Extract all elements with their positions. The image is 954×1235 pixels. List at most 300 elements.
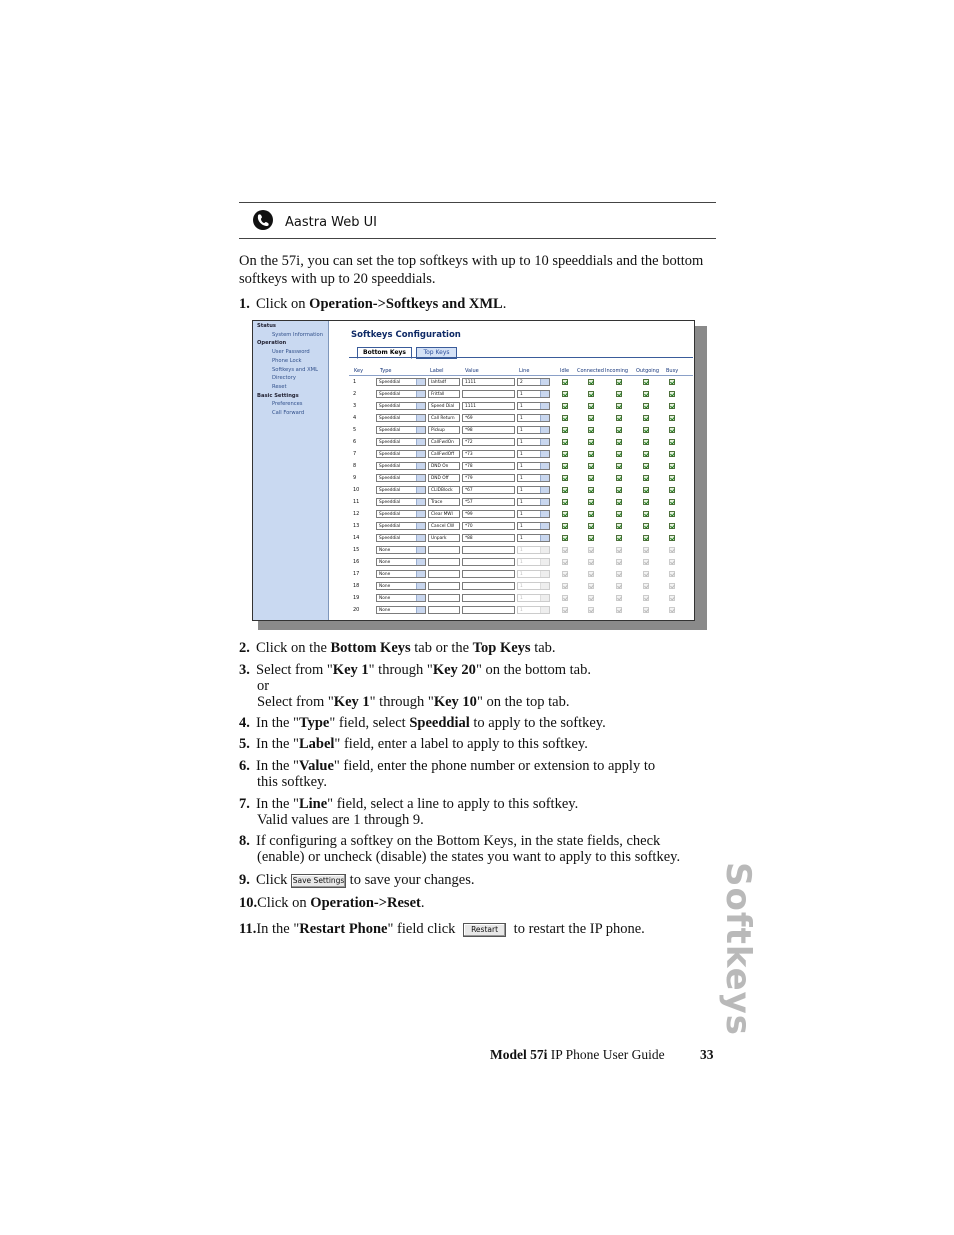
- line-select-value: 1: [520, 404, 523, 409]
- line-select[interactable]: [517, 570, 550, 578]
- step-5: [239, 736, 719, 752]
- value-input[interactable]: [462, 534, 515, 542]
- line-select[interactable]: [517, 450, 550, 458]
- type-select[interactable]: [376, 474, 426, 482]
- state-checkbox[interactable]: [616, 547, 622, 553]
- step-10: [239, 895, 719, 911]
- value-input[interactable]: [462, 546, 515, 554]
- step-text: In the ": [256, 736, 299, 752]
- sidebar-item[interactable]: Preferences: [272, 401, 303, 408]
- sidebar-item[interactable]: Directory: [272, 375, 296, 382]
- value-input[interactable]: [462, 606, 515, 614]
- chevron-down-icon: [540, 439, 549, 445]
- step-11: [239, 921, 719, 937]
- line-select[interactable]: [517, 462, 550, 470]
- value-input[interactable]: [462, 438, 515, 446]
- step-text: tab.: [530, 640, 556, 656]
- label-input[interactable]: [428, 438, 460, 446]
- state-checkbox[interactable]: [562, 475, 568, 481]
- value-input[interactable]: [462, 570, 515, 578]
- type-select-value: Speeddial: [379, 404, 401, 409]
- line-select[interactable]: [517, 438, 550, 446]
- state-checkbox[interactable]: [562, 427, 568, 433]
- state-checkbox[interactable]: [562, 571, 568, 577]
- type-select[interactable]: [376, 522, 426, 530]
- bold-term: Speeddial: [409, 715, 470, 731]
- step-6: [239, 758, 719, 790]
- state-checkbox[interactable]: [616, 571, 622, 577]
- value-input[interactable]: [462, 390, 515, 398]
- label-input[interactable]: [428, 510, 460, 518]
- line-select[interactable]: [517, 474, 550, 482]
- line-select[interactable]: [517, 546, 550, 554]
- state-checkbox[interactable]: [643, 547, 649, 553]
- value-input[interactable]: [462, 594, 515, 602]
- type-select[interactable]: [376, 414, 426, 422]
- key-number: 4: [353, 415, 357, 421]
- state-checkbox[interactable]: [669, 583, 675, 589]
- type-select[interactable]: [376, 390, 426, 398]
- state-checkbox[interactable]: [588, 439, 594, 445]
- softkeys-config-screenshot: [252, 320, 695, 621]
- label-input[interactable]: [428, 522, 460, 530]
- state-checkbox[interactable]: [588, 571, 594, 577]
- label-input[interactable]: [428, 570, 460, 578]
- bold-term: Label: [298, 736, 335, 752]
- step-text: In the ": [256, 715, 299, 731]
- line-select[interactable]: [517, 426, 550, 434]
- state-checkbox[interactable]: [588, 535, 594, 541]
- table-row: [349, 544, 693, 556]
- state-checkbox[interactable]: [669, 439, 675, 445]
- value-input-value: *98: [465, 428, 473, 433]
- state-checkbox[interactable]: [616, 451, 622, 457]
- step-text: Select from ": [256, 662, 333, 678]
- state-checkbox[interactable]: [588, 559, 594, 565]
- state-checkbox[interactable]: [643, 391, 649, 397]
- line-select[interactable]: [517, 402, 550, 410]
- label-input[interactable]: [428, 534, 460, 542]
- sidebar-item[interactable]: Reset: [272, 383, 287, 390]
- state-checkbox[interactable]: [562, 403, 568, 409]
- label-input[interactable]: [428, 462, 460, 470]
- chevron-down-icon: [540, 487, 549, 493]
- state-checkbox[interactable]: [588, 487, 594, 493]
- state-checkbox[interactable]: [562, 559, 568, 565]
- state-checkbox[interactable]: [588, 463, 594, 469]
- key-number: 3: [353, 403, 357, 409]
- step-text: .: [420, 895, 425, 911]
- value-input[interactable]: [462, 486, 515, 494]
- state-checkbox[interactable]: [616, 439, 622, 445]
- line-select-value: 1: [520, 524, 523, 529]
- type-select-value: Speeddial: [379, 476, 401, 481]
- value-input-value: *67: [465, 488, 473, 493]
- state-checkbox[interactable]: [616, 391, 622, 397]
- sidebar-item[interactable]: Call Forward: [272, 410, 305, 416]
- value-input[interactable]: [462, 450, 515, 458]
- chevron-down-icon: [540, 559, 549, 565]
- value-input[interactable]: [462, 378, 515, 386]
- state-checkbox[interactable]: [616, 379, 622, 385]
- type-select-value: Speeddial: [379, 464, 401, 469]
- label-input-value: Fritfall: [431, 392, 445, 397]
- step-number: 7.: [239, 796, 250, 812]
- step-text: In the ": [256, 796, 299, 812]
- state-checkbox[interactable]: [562, 415, 568, 421]
- chevron-down-icon: [540, 379, 549, 385]
- line-select[interactable]: [517, 606, 550, 614]
- state-checkbox[interactable]: [588, 547, 594, 553]
- label-input-value: Speed Dial: [431, 404, 455, 409]
- state-checkbox[interactable]: [616, 415, 622, 421]
- state-checkbox[interactable]: [588, 499, 594, 505]
- key-number: 16: [353, 559, 360, 565]
- state-checkbox[interactable]: [643, 451, 649, 457]
- state-checkbox[interactable]: [588, 403, 594, 409]
- step-text: " on the bottom tab.: [475, 662, 591, 678]
- step-number: 11.: [239, 921, 257, 937]
- step-text: " field click: [387, 921, 460, 937]
- value-input[interactable]: [462, 402, 515, 410]
- state-checkbox[interactable]: [643, 535, 649, 541]
- table-row: [349, 484, 693, 496]
- value-input-value: *88: [465, 536, 473, 541]
- state-checkbox[interactable]: [616, 559, 622, 565]
- type-select[interactable]: [376, 438, 426, 446]
- state-checkbox[interactable]: [669, 607, 675, 613]
- state-checkbox[interactable]: [562, 379, 568, 385]
- table-row: [349, 436, 693, 448]
- column-header: Incoming: [605, 368, 629, 374]
- state-checkbox[interactable]: [562, 523, 568, 529]
- state-checkbox[interactable]: [588, 379, 594, 385]
- state-checkbox[interactable]: [588, 475, 594, 481]
- label-input[interactable]: [428, 450, 460, 458]
- state-checkbox[interactable]: [588, 595, 594, 601]
- type-select-value: Speeddial: [379, 416, 401, 421]
- state-checkbox[interactable]: [643, 583, 649, 589]
- header-top-rule: [239, 202, 716, 203]
- bold-term: Top Keys: [472, 640, 531, 656]
- line-select[interactable]: [517, 522, 550, 530]
- type-select[interactable]: [376, 402, 426, 410]
- state-checkbox[interactable]: [616, 487, 622, 493]
- state-checkbox[interactable]: [643, 571, 649, 577]
- line-select[interactable]: [517, 534, 550, 542]
- label-input-value: CallFwdOff: [431, 452, 455, 457]
- step-text: Valid values are 1 through 9.: [257, 812, 424, 828]
- sidebar-item[interactable]: Softkeys and XML: [272, 366, 318, 373]
- value-input[interactable]: [462, 414, 515, 422]
- globe-phone-icon: [252, 209, 274, 231]
- label-input[interactable]: [428, 426, 460, 434]
- state-checkbox[interactable]: [669, 571, 675, 577]
- label-input[interactable]: [428, 390, 460, 398]
- bold-term: Line: [298, 796, 328, 812]
- line-select[interactable]: [517, 378, 550, 386]
- line-select-value: 1: [520, 416, 523, 421]
- label-input[interactable]: [428, 582, 460, 590]
- chevron-down-icon: [416, 547, 425, 553]
- chevron-down-icon: [416, 391, 425, 397]
- bold-term: Value: [298, 758, 334, 774]
- type-select[interactable]: [376, 582, 426, 590]
- state-checkbox[interactable]: [643, 439, 649, 445]
- label-input[interactable]: [428, 594, 460, 602]
- column-header: Value: [465, 368, 479, 374]
- tab-top-keys[interactable]: Top Keys: [416, 347, 457, 359]
- label-input[interactable]: [428, 546, 460, 554]
- step-8: [239, 833, 719, 865]
- type-select[interactable]: [376, 594, 426, 602]
- label-input[interactable]: [428, 414, 460, 422]
- line-select-value: 1: [520, 512, 523, 517]
- bold-term: Key 20: [432, 662, 476, 678]
- state-checkbox[interactable]: [588, 415, 594, 421]
- table-row: [349, 448, 693, 460]
- state-checkbox[interactable]: [669, 451, 675, 457]
- label-input[interactable]: [428, 498, 460, 506]
- state-checkbox[interactable]: [588, 427, 594, 433]
- state-checkbox[interactable]: [643, 607, 649, 613]
- chevron-down-icon: [416, 499, 425, 505]
- state-checkbox[interactable]: [669, 595, 675, 601]
- menu-path: Operation->Reset: [310, 895, 421, 911]
- label-input[interactable]: [428, 558, 460, 566]
- save-settings-button[interactable]: Save Settings: [291, 874, 346, 888]
- step-text: tab or the: [410, 640, 473, 656]
- state-checkbox[interactable]: [616, 511, 622, 517]
- line-select[interactable]: [517, 510, 550, 518]
- value-input[interactable]: [462, 522, 515, 530]
- state-checkbox[interactable]: [669, 487, 675, 493]
- chevron-down-icon: [540, 427, 549, 433]
- type-select-value: None: [379, 560, 391, 565]
- state-checkbox[interactable]: [588, 451, 594, 457]
- type-select[interactable]: [376, 426, 426, 434]
- state-checkbox[interactable]: [669, 463, 675, 469]
- step-2: [239, 640, 719, 656]
- chevron-down-icon: [540, 511, 549, 517]
- state-checkbox[interactable]: [643, 499, 649, 505]
- state-checkbox[interactable]: [616, 583, 622, 589]
- value-input[interactable]: [462, 558, 515, 566]
- state-checkbox[interactable]: [669, 535, 675, 541]
- state-checkbox[interactable]: [669, 511, 675, 517]
- state-checkbox[interactable]: [616, 463, 622, 469]
- type-select[interactable]: [376, 570, 426, 578]
- value-input[interactable]: [462, 498, 515, 506]
- step-text: " field, enter the phone number or extension to apply to: [333, 758, 656, 774]
- line-select-value: 1: [520, 596, 523, 601]
- state-checkbox[interactable]: [643, 523, 649, 529]
- step-text: this softkey.: [257, 774, 327, 790]
- line-select[interactable]: [517, 390, 550, 398]
- line-select-value: 1: [520, 428, 523, 433]
- state-checkbox[interactable]: [588, 523, 594, 529]
- sidebar-item: Status: [257, 323, 276, 329]
- table-row: [349, 568, 693, 580]
- state-checkbox[interactable]: [588, 391, 594, 397]
- step-number: 8.: [239, 833, 250, 849]
- bold-term: Key 10: [433, 694, 477, 710]
- line-select-value: 1: [520, 584, 523, 589]
- tab-bottom-keys[interactable]: Bottom Keys: [357, 347, 412, 359]
- label-input[interactable]: [428, 474, 460, 482]
- step-number: 5.: [239, 736, 250, 752]
- value-input-value: *99: [465, 512, 473, 517]
- sidebar-item[interactable]: System Information: [272, 331, 324, 338]
- state-checkbox[interactable]: [669, 475, 675, 481]
- state-checkbox[interactable]: [562, 595, 568, 601]
- line-select[interactable]: [517, 486, 550, 494]
- label-input[interactable]: [428, 378, 460, 386]
- state-checkbox[interactable]: [562, 439, 568, 445]
- state-checkbox[interactable]: [562, 499, 568, 505]
- sidebar-item[interactable]: Phone Lock: [272, 357, 302, 364]
- state-checkbox[interactable]: [616, 475, 622, 481]
- state-checkbox[interactable]: [616, 535, 622, 541]
- state-checkbox[interactable]: [562, 547, 568, 553]
- state-checkbox[interactable]: [669, 427, 675, 433]
- line-select-value: 1: [520, 392, 523, 397]
- state-checkbox[interactable]: [643, 595, 649, 601]
- type-select[interactable]: [376, 558, 426, 566]
- state-checkbox[interactable]: [643, 487, 649, 493]
- line-select-value: 2: [520, 380, 523, 385]
- key-number: 17: [353, 571, 360, 577]
- state-checkbox[interactable]: [616, 595, 622, 601]
- label-input-value: Cancel CW: [431, 524, 455, 529]
- state-checkbox[interactable]: [643, 415, 649, 421]
- chevron-down-icon: [416, 607, 425, 613]
- line-select[interactable]: [517, 498, 550, 506]
- state-checkbox[interactable]: [669, 379, 675, 385]
- step-text: " through ": [369, 694, 434, 710]
- key-number: 1: [353, 379, 357, 385]
- table-row: [349, 388, 693, 400]
- state-checkbox[interactable]: [562, 487, 568, 493]
- step-text: (enable) or uncheck (disable) the states you want to apply to this softkey.: [257, 849, 681, 865]
- type-select[interactable]: [376, 534, 426, 542]
- type-select-value: Speeddial: [379, 452, 401, 457]
- key-number: 14: [353, 535, 360, 541]
- state-checkbox[interactable]: [562, 583, 568, 589]
- state-checkbox[interactable]: [669, 547, 675, 553]
- state-checkbox[interactable]: [616, 523, 622, 529]
- type-select-value: Speeddial: [379, 512, 401, 517]
- step-text: Select from ": [257, 694, 334, 710]
- type-select[interactable]: [376, 546, 426, 554]
- step-number: 4.: [239, 715, 250, 731]
- table-header: [349, 367, 693, 376]
- chevron-down-icon: [416, 451, 425, 457]
- line-select-value: 1: [520, 452, 523, 457]
- chevron-down-icon: [416, 595, 425, 601]
- state-checkbox[interactable]: [643, 511, 649, 517]
- restart-button[interactable]: Restart: [463, 923, 506, 937]
- type-select[interactable]: [376, 450, 426, 458]
- label-input-value: Call Return: [431, 416, 455, 421]
- type-select[interactable]: [376, 462, 426, 470]
- state-checkbox[interactable]: [562, 463, 568, 469]
- key-number: 15: [353, 547, 360, 553]
- value-input[interactable]: [462, 426, 515, 434]
- state-checkbox[interactable]: [669, 559, 675, 565]
- state-checkbox[interactable]: [643, 475, 649, 481]
- type-select[interactable]: [376, 510, 426, 518]
- value-input-value: *78: [465, 464, 473, 469]
- state-checkbox[interactable]: [669, 403, 675, 409]
- line-select[interactable]: [517, 558, 550, 566]
- step-3: [239, 662, 719, 710]
- sidebar-item[interactable]: User Password: [272, 349, 310, 356]
- state-checkbox[interactable]: [669, 499, 675, 505]
- type-select[interactable]: [376, 606, 426, 614]
- state-checkbox[interactable]: [562, 607, 568, 613]
- value-input-value: *70: [465, 524, 473, 529]
- key-number: 18: [353, 583, 360, 589]
- state-checkbox[interactable]: [616, 403, 622, 409]
- state-checkbox[interactable]: [669, 415, 675, 421]
- state-checkbox[interactable]: [643, 427, 649, 433]
- state-checkbox[interactable]: [562, 511, 568, 517]
- label-input[interactable]: [428, 606, 460, 614]
- state-checkbox[interactable]: [562, 451, 568, 457]
- label-input-value: Unpark: [431, 536, 447, 541]
- state-checkbox[interactable]: [562, 391, 568, 397]
- value-input[interactable]: [462, 582, 515, 590]
- state-checkbox[interactable]: [588, 607, 594, 613]
- state-checkbox[interactable]: [643, 379, 649, 385]
- state-checkbox[interactable]: [616, 427, 622, 433]
- chevron-down-icon: [416, 523, 425, 529]
- line-select-value: 1: [520, 548, 523, 553]
- label-input[interactable]: [428, 486, 460, 494]
- line-select[interactable]: [517, 414, 550, 422]
- type-select[interactable]: [376, 378, 426, 386]
- column-header: Type: [380, 368, 392, 374]
- line-select[interactable]: [517, 582, 550, 590]
- type-select[interactable]: [376, 498, 426, 506]
- state-checkbox[interactable]: [588, 583, 594, 589]
- chevron-down-icon: [540, 463, 549, 469]
- state-checkbox[interactable]: [616, 607, 622, 613]
- type-select-value: None: [379, 596, 391, 601]
- label-input[interactable]: [428, 402, 460, 410]
- state-checkbox[interactable]: [669, 523, 675, 529]
- state-checkbox[interactable]: [669, 391, 675, 397]
- chevron-down-icon: [416, 511, 425, 517]
- state-checkbox[interactable]: [643, 403, 649, 409]
- value-input[interactable]: [462, 510, 515, 518]
- type-select[interactable]: [376, 486, 426, 494]
- key-number: 20: [353, 607, 360, 613]
- state-checkbox[interactable]: [616, 499, 622, 505]
- state-checkbox[interactable]: [643, 559, 649, 565]
- page-footer: [490, 1047, 714, 1063]
- line-select[interactable]: [517, 594, 550, 602]
- state-checkbox[interactable]: [643, 463, 649, 469]
- value-input-value: 1111: [465, 380, 476, 385]
- state-checkbox[interactable]: [562, 535, 568, 541]
- label-input-value: DND Off: [431, 476, 449, 481]
- state-checkbox[interactable]: [588, 511, 594, 517]
- value-input[interactable]: [462, 462, 515, 470]
- line-select-value: 1: [520, 476, 523, 481]
- value-input[interactable]: [462, 474, 515, 482]
